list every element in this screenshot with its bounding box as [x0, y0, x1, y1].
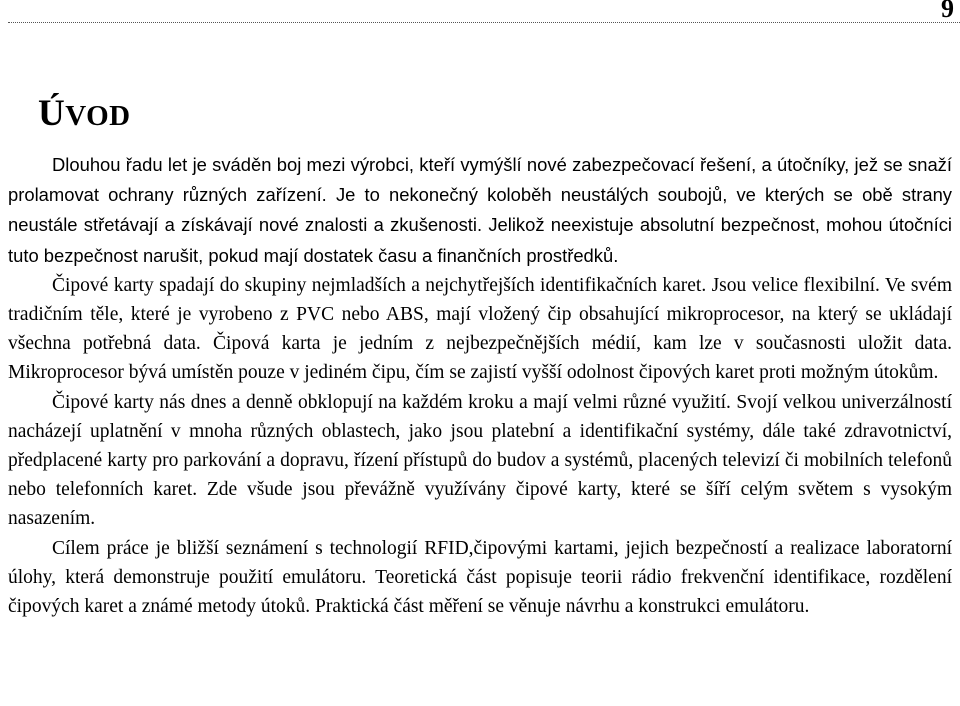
paragraph-text: Čipové karty nás dnes a denně obklopují na každém kroku a mají velmi různé využití. Svojí velkou univerzálností nacházejí uplatnění v mnoha různých oblastech, jako jsou platební a identifikační systémy, dále také zdravotnictví, předplacené karty pro parkování a dopravu, řízení přístupů do budov a systémů, placených televizí či mobilních telefonů nebo telefonních karet. Zde všude jsou převážně využívány čipové karty, které se šíří celým světem s vysokým nasazením.: [8, 391, 952, 530]
paragraph-intro: [8, 150, 952, 271]
page-number: 9: [941, 0, 954, 23]
paragraph-text: Čipové karty spadají do skupiny nejmladších a nejchytřejších identifikačních karet. Jsou velice flexibilní. Ve svém tradičním těle, které je vyrobeno z PVC nebo ABS, mají vložený čip obsahující mikroprocesor, na který se ukládají všechna potřebná data. Čipová karta je jedním z nejbezpečnějších médií, kam lze v současnosti uložit data. Mikroprocesor bývá umístěn pouze v jediném čipu, čím se zajistí vyšší odolnost čipových karet proti možným útokům.: [8, 274, 952, 384]
paragraph-smart-cards: [8, 271, 952, 388]
page-header: [8, 0, 960, 23]
chapter-title-initial: Ú: [38, 93, 66, 134]
paragraph-goal: [8, 534, 952, 622]
paragraph-usage: [8, 388, 952, 534]
chapter-body: [8, 150, 952, 621]
paragraph-text: Dlouhou řadu let je sváděn boj mezi výrobci, kteří vymýšlí nové zabezpečovací řešení, a útočníky, jež se snaží prolamovat ochrany různých zařízení. Je to nekonečný koloběh neustálých soubojů, ve kterých se obě strany neustále střetávají a získávají nové znalosti a zkušenosti. Jelikož neexistuje absolutní bezpečnost, mohou útočníci tuto bezpečnost narušit, pokud mají dostatek času a finančních prostředků.: [8, 154, 952, 266]
paragraph-text: Cílem práce je bližší seznámení s technologií RFID,čipovými kartami, jejich bezpečností a realizace laboratorní úlohy, která demonstruje použití emulátoru. Teoretická část popisuje teorii rádio frekvenční identifikace, rozdělení čipových karet a známé metody útoků. Praktická část měření se věnuje návrhu a konstrukci emulátoru.: [8, 537, 952, 618]
chapter-title: [38, 92, 131, 138]
chapter-title-rest: VOD: [65, 100, 131, 132]
